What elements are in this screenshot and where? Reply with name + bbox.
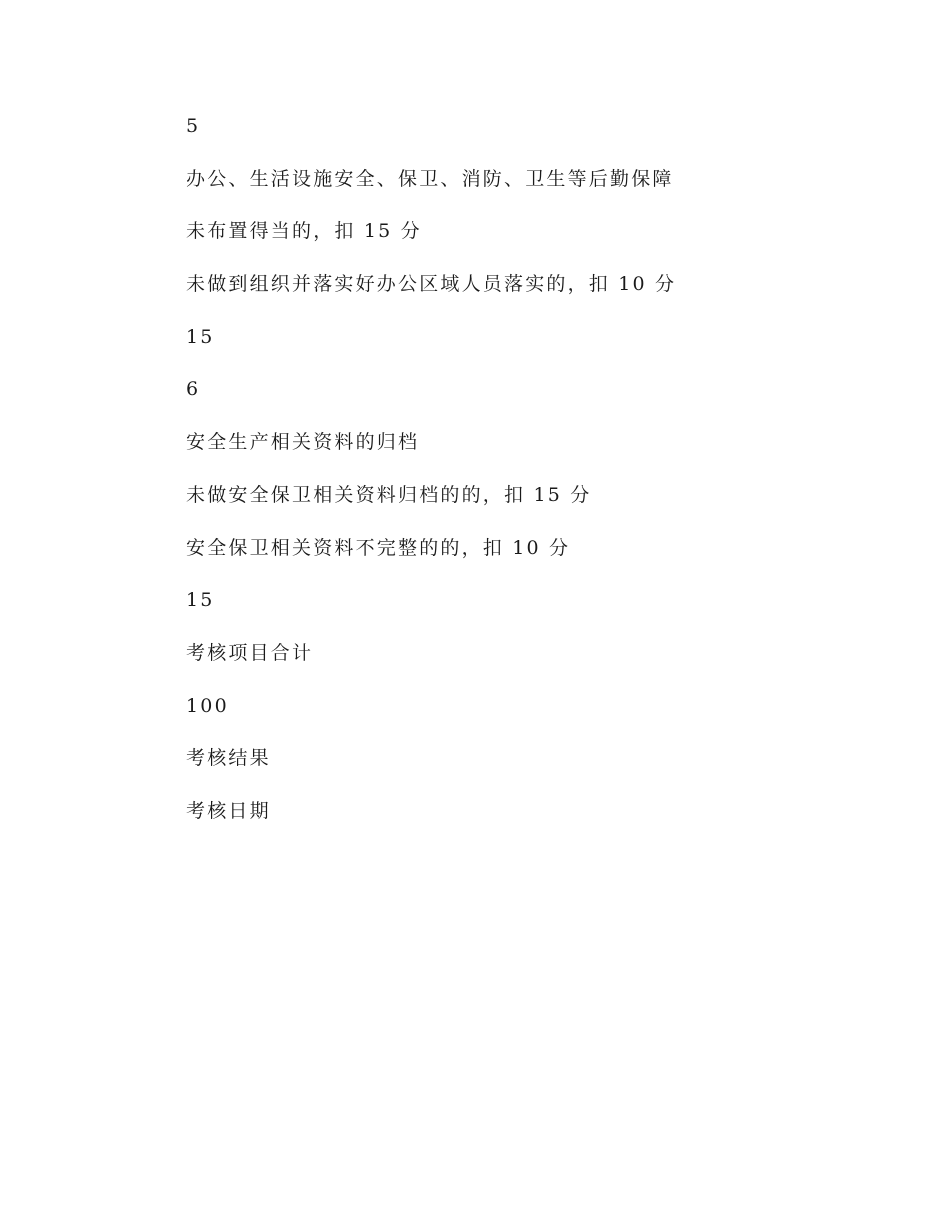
deduction-rule: 未做安全保卫相关资料归档的的，扣 15 分 xyxy=(186,483,592,506)
item-title: 安全生产相关资料的归档 xyxy=(186,431,420,454)
item-score: 15 xyxy=(186,325,215,348)
result-label: 考核结果 xyxy=(186,747,271,770)
deduction-rule: 安全保卫相关资料不完整的的，扣 10 分 xyxy=(186,536,571,559)
item-number: 5 xyxy=(186,115,201,137)
total-score: 100 xyxy=(186,694,229,717)
item-number: 6 xyxy=(186,378,201,401)
item-score: 15 xyxy=(186,589,215,612)
deduction-rule: 未布置得当的，扣 15 分 xyxy=(186,220,422,243)
document-body xyxy=(186,112,886,850)
deduction-rule: 未做到组织并落实好办公区域人员落实的，扣 10 分 xyxy=(186,273,677,296)
date-label: 考核日期 xyxy=(186,799,271,822)
total-label: 考核项目合计 xyxy=(186,641,314,664)
item-title: 办公、生活设施安全、保卫、消防、卫生等后勤保障 xyxy=(186,167,674,190)
